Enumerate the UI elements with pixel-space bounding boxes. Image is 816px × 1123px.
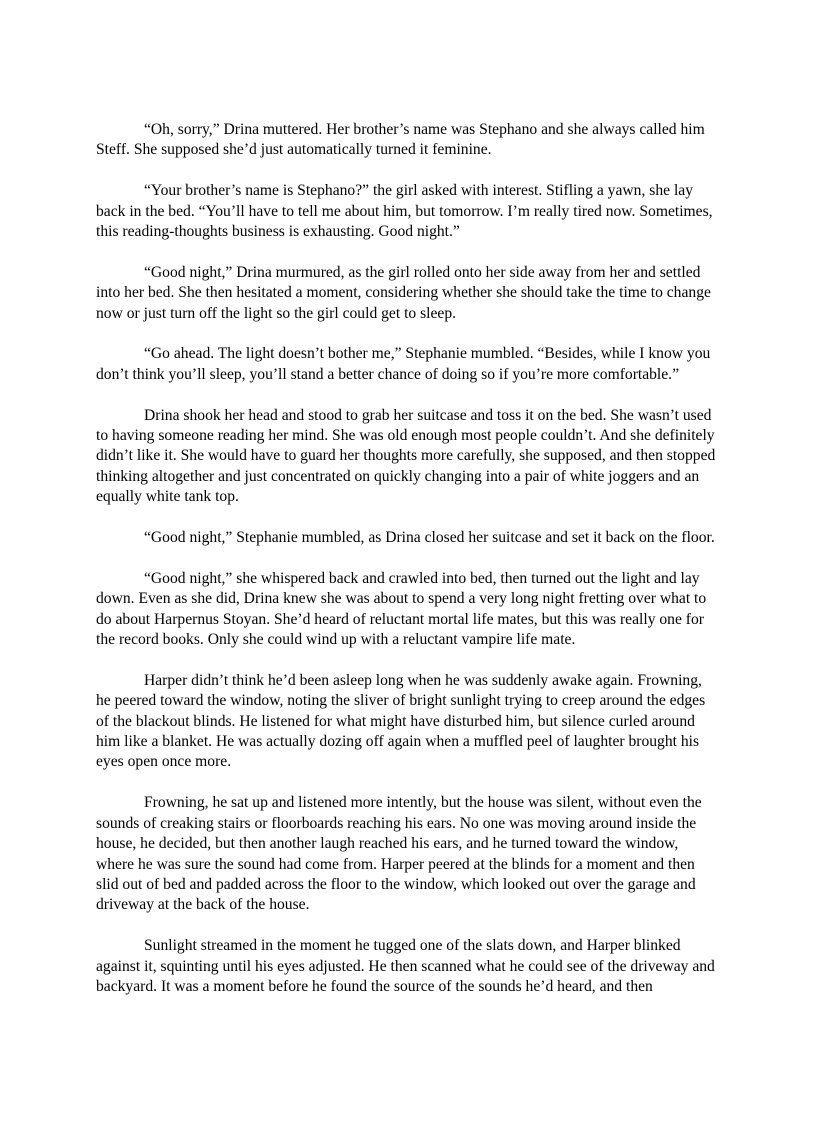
- paragraph-9: Frowning, he sat up and listened more intently, but the house was silent, without even the sounds of creaking stairs or floorboards reaching his ears. No one was moving around inside the house, he decided, but then another laugh reached his ears, and he turned toward the window, where he was sure the sound had come from. Harper peered at the blinds for a moment and then slid out of bed and padded across the floor to the window, which looked out over the garage and driveway at the back of the house.: [96, 794, 702, 914]
- paragraph-2: “Your brother’s name is Stephano?” the girl asked with interest. Stifling a yawn, she lay back in the bed. “You’ll have to tell me about him, but tomorrow. I’m really tired now. Sometimes, this reading-thoughts business is exhausting. Good night.”: [96, 182, 713, 241]
- paragraph-1: “Oh, sorry,” Drina muttered. Her brother’s name was Stephano and she always called him Steff. She supposed she’d just automatically turned it feminine.: [96, 121, 705, 159]
- paragraph-4: “Go ahead. The light doesn’t bother me,” Stephanie mumbled. “Besides, while I know you don’t think you’ll sleep, you’ll stand a better chance of doing so if you’re more comfortable.”: [96, 345, 711, 383]
- paragraph-3: “Good night,” Drina murmured, as the girl rolled onto her side away from her and settled into her bed. She then hesitated a moment, considering whether she should take the time to change now or just turn off the light so the girl could get to sleep.: [96, 263, 711, 322]
- paragraph-5: Drina shook her head and stood to grab her suitcase and toss it on the bed. She wasn’t used to having someone reading her mind. She was old enough most people couldn’t. And she definitely didn’t like it. She would have to guard her thoughts more carefully, she supposed, and then stopped thinking altogether and just concentrated on quickly changing into a pair of white joggers and an equally white tank top.: [96, 406, 716, 506]
- paragraph-10: Sunlight streamed in the moment he tugged one of the slats down, and Harper blinked against it, squinting until his eyes adjusted. He then scanned what he could see of the driveway and backyard. It was a moment before he found the source of the sounds he’d heard, and then: [96, 937, 715, 995]
- body-text: [96, 120, 720, 1018]
- paragraph-8: Harper didn’t think he’d been asleep long when he was suddenly awake again. Frowning, he peered toward the window, noting the sliver of bright sunlight trying to creep around the edges of the blackout blinds. He listened for what might have disturbed him, but silence curled around him like a blanket. He was actually dozing off again when a muffled peel of laughter brought his eyes open once more.: [96, 671, 706, 771]
- paragraph-6: “Good night,” Stephanie mumbled, as Drina closed her suitcase and set it back on the floor.: [144, 529, 715, 547]
- paragraph-7: “Good night,” she whispered back and crawled into bed, then turned out the light and lay down. Even as she did, Drina knew she was about to spend a very long night fretting over what to do about Harpernus Stoyan. She’d heard of reluctant mortal life mates, but this was really one for the record books. Only she could wind up with a reluctant vampire life mate.: [96, 569, 707, 649]
